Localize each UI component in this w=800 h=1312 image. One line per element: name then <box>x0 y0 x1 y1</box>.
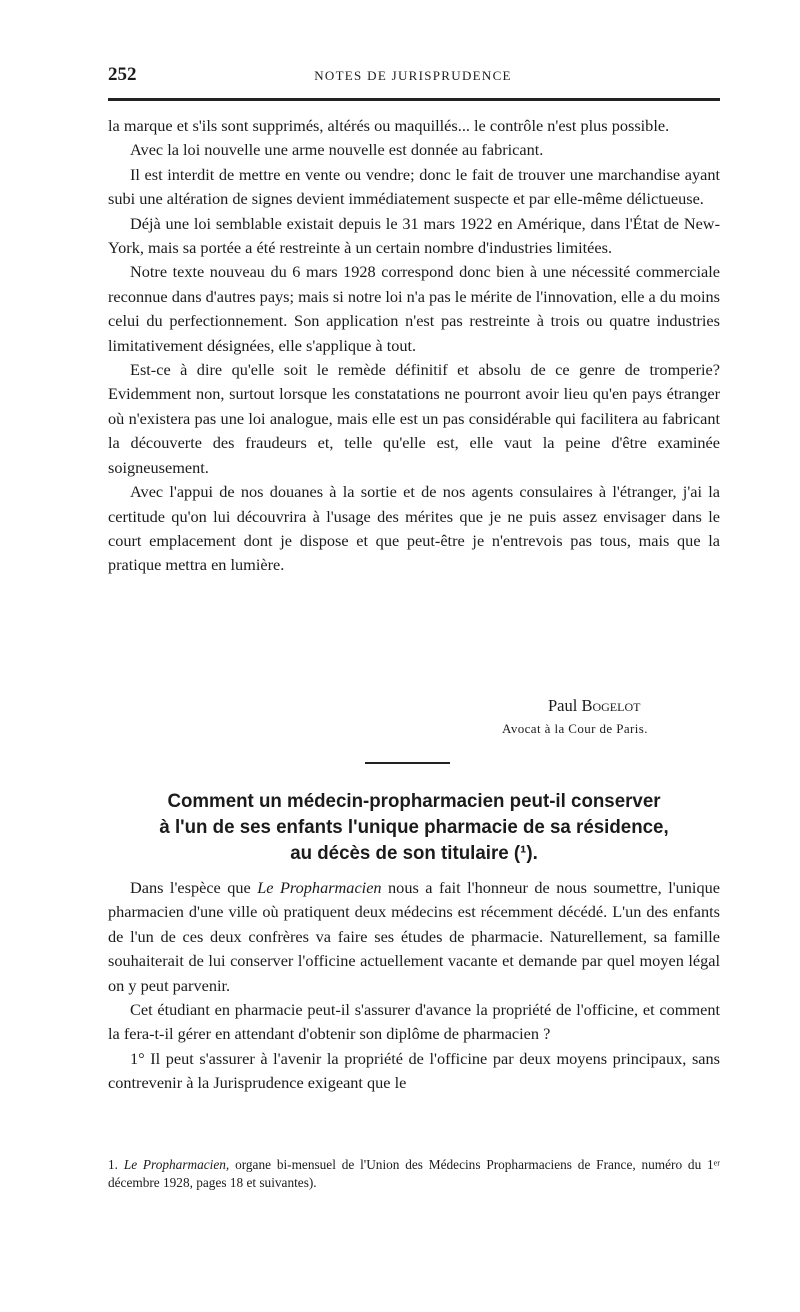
paragraph: 1° Il peut s'assurer à l'avenir la propriété de l'officine par deux moyens principaux, sans contrevenir à la Jurisprudence exigeant que le <box>108 1048 720 1093</box>
paragraph: Avec la loi nouvelle une arme nouvelle est donnée au fabricant. <box>130 140 544 160</box>
footnote-number: 1. <box>108 1157 118 1172</box>
paragraph: Est-ce à dire qu'elle soit le remède définitif et absolu de ce genre de tromperie? Evidemment non, surtout lorsque les constatations ne pourront avoir lieu qu'en pays étranger où n'existera pas une loi analogue, mais elle est un pas considérable qui facilitera au fabricant la découverte des fraudeurs et, telle qu'elle est, elle vaut la peine d'être examinée soigneusement. <box>108 360 720 477</box>
section-separator <box>365 762 450 764</box>
paragraph: Il est interdit de mettre en vente ou vendre; donc le fait de trouver une marchandise ayant subi une altération de signes devient immédiatement suspecte et par elle-même délictueuse. <box>108 164 720 209</box>
running-head: NOTES DE JURISPRUDENCE <box>314 68 512 83</box>
page-header <box>108 62 718 92</box>
paragraph: Dans l'espèce que Le Propharmacien nous a fait l'honneur de nous soumettre, l'unique pharmacien d'une ville où pratiquent deux médecins est récemment décédé. L'un des enfants de l'un de ces deux confrères va faire ses études de pharmacie. Naturellement, sa famille souhaiterait de lui conserver l'officine actuellement vacante et demande par quel moyen légal on y peut parvenir. <box>108 878 720 995</box>
article-title-line: au décès de son titulaire <box>290 842 509 864</box>
article-title-line: à l'un de ses enfants l'unique pharmacie de sa résidence, <box>159 816 669 838</box>
paragraph: Avec l'appui de nos douanes à la sortie et de nos agents consulaires à l'étranger, j'ai la certitude qu'on lui découvrira à l'usage des mérites que je ne puis assez envisager dans le court emplacement dont je dispose et que peut-être je n'entrevois pas tous, mais que la pratique mettra en lumière. <box>108 482 720 575</box>
signature-affiliation: Avocat à la Cour de Paris. <box>502 721 648 736</box>
signature-last-name: Bogelot <box>581 696 641 715</box>
footnote-text: organe bi-mensuel de l'Union des Médecins Propharmaciens de France, numéro du 1ᵉʳ décembre 1928, pages 18 et suivantes). <box>108 1157 721 1190</box>
paragraph: la marque et s'ils sont supprimés, altérés ou maquillés... le contrôle n'est plus possible. <box>108 116 670 135</box>
page-number: 252 <box>108 64 137 85</box>
paragraph: Cet étudiant en pharmacie peut-il s'assurer d'avance la propriété de l'officine, et comment la fera-t-il gérer en attendant d'obtenir son diplôme de pharmacien ? <box>108 1000 720 1044</box>
signature-name <box>548 696 640 716</box>
article-text <box>108 876 720 1096</box>
footnote-reference: (¹). <box>513 842 538 864</box>
article-title <box>120 788 708 866</box>
header-rule <box>108 98 720 101</box>
footnote-journal: Le Propharmacien, <box>123 1157 230 1172</box>
footnote <box>108 1156 720 1192</box>
paragraph: Déjà une loi semblable existait depuis le 31 mars 1922 en Amérique, dans l'État de New-York, mais sa portée a été restreinte à un certain nombre d'industries limitées. <box>108 213 720 258</box>
body-text <box>108 114 720 578</box>
paragraph: Notre texte nouveau du 6 mars 1928 correspond donc bien à une nécessité commerciale reconnue dans d'autres pays; mais si notre loi n'a pas le mérite de l'innovation, elle a du moins celui du perfectionnement. Son application n'est pas restreinte à trois ou quatre industries limitativement désignées, elle s'applique à tout. <box>108 262 720 355</box>
article-title-line: Comment un médecin-propharmacien peut-il conserver <box>167 790 661 812</box>
signature-first-name: Paul <box>548 696 578 715</box>
journal-name: Le Propharmacien <box>257 878 382 897</box>
